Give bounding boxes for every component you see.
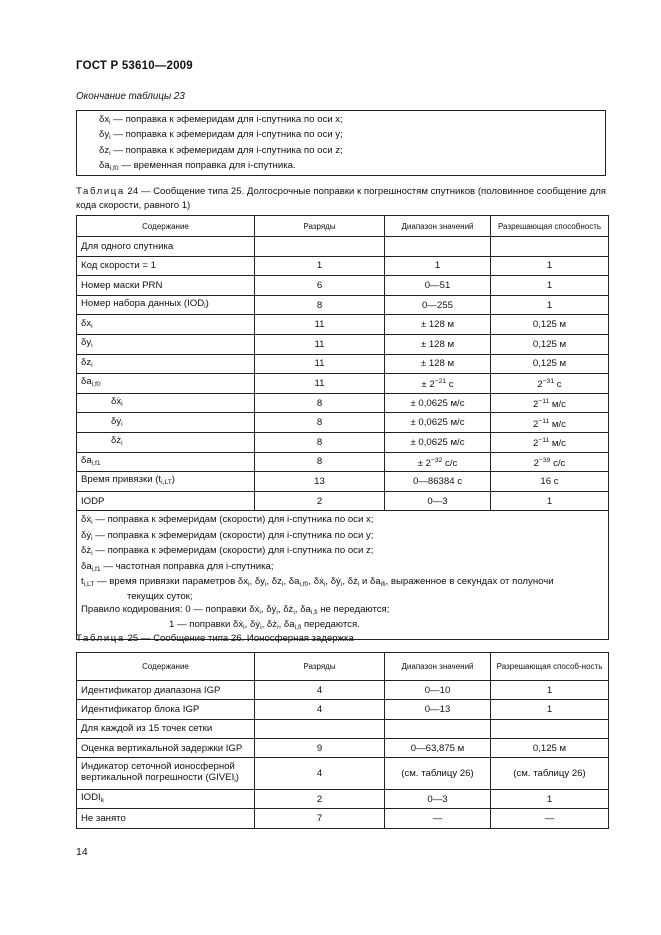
table24: [76, 215, 609, 640]
section-label: Для одного спутника: [77, 237, 255, 257]
note-line: $t_{i,LT}$ — время привязки параметров $\delta x_i$, $\delta y_i$, $\delta z_i$, $\delta a_{i,f0}$, δẋ$_i$, δẏ$_i$, $\delta ż_i$ и $\delta a_{ifi}$, выраженное в секундах от полуночи: [81, 575, 554, 588]
table25-caption: [76, 632, 608, 646]
cell-content: Идентификатор диапазона IGP: [77, 681, 255, 700]
cell-range: 0—3: [385, 790, 491, 809]
cell-content: Код скорости = 1: [77, 256, 255, 276]
cell-range: —: [385, 809, 491, 828]
cell-bits: 2: [255, 491, 385, 511]
table-row: [77, 738, 609, 757]
note-line: $\delta ż_i$ — поправка к эфемеридам (скорости) для i-спутника по оси z;: [81, 545, 374, 558]
cell-bits: 8: [255, 432, 385, 452]
note-line: δẋ$_i$ — поправка к эфемеридам (скорости) для i-спутника по оси x;: [81, 514, 374, 527]
caption-text: 25 — Сообщение типа 26. Ионосферная задержка: [127, 633, 354, 644]
note-line: текущих суток;: [127, 591, 193, 603]
cell-content: $\delta a_{i,f0}$: [77, 374, 255, 394]
cell-content: δẏ$_i$: [77, 413, 255, 433]
cell-content: Номер набора данных $(IOD_i)$: [77, 295, 255, 315]
cell-bits: 8: [255, 413, 385, 433]
cell-resolution: 1: [491, 681, 609, 700]
cell-resolution: $2^{-11}$ м/с: [491, 413, 609, 433]
column-header: Содержание: [77, 216, 255, 237]
column-header: Разрешающая способ-ность: [491, 653, 609, 681]
note-line: $\delta z_i$ — поправка к эфемеридам для i-спутника по оси z;: [99, 144, 343, 157]
cell-range: (см. таблицу 26): [385, 758, 491, 790]
cell-range: ± 128 м: [385, 354, 491, 374]
cell-content: $\delta a_{i,f1}$: [77, 452, 255, 472]
cell-content: Не занято: [77, 809, 255, 828]
cell-content: Время привязки $(t_{i,LT})$: [77, 472, 255, 492]
notes-row: [77, 511, 609, 639]
cell-bits: 8: [255, 393, 385, 413]
cell-bits: 4: [255, 758, 385, 790]
cell-bits: 8: [255, 452, 385, 472]
table-row: [77, 413, 609, 433]
column-header: Содержание: [77, 653, 255, 681]
note-line: Правило кодирования: 0 — поправки δẋ$_i$, δẏ$_i$, $\delta ż_i$, $\delta a_{i,fi}$ не передаются;: [81, 603, 390, 616]
table-row: [77, 758, 609, 790]
cell-range: ± $2^{-21}$ с: [385, 374, 491, 394]
cell-bits: 4: [255, 681, 385, 700]
cell-bits: 11: [255, 354, 385, 374]
cell-content: Оценка вертикальной задержки IGP: [77, 738, 255, 757]
standard-header: ГОСТ Р 53610—2009: [76, 60, 193, 72]
cell-resolution: 1: [491, 295, 609, 315]
table23-notes: [76, 110, 606, 176]
section-label: Для каждой из 15 точек сетки: [77, 719, 255, 738]
cell-resolution: 1: [491, 700, 609, 719]
note-line: $\delta a_{i,f1}$ — частотная поправка для i-спутника;: [81, 560, 274, 573]
caption-label: Таблица: [76, 186, 125, 197]
cell-bits: 13: [255, 472, 385, 492]
section-row: [77, 719, 609, 738]
table-row: [77, 393, 609, 413]
note-line: 1 — поправки δẋ$_i$, δẏ$_i$, $\delta ż_i$, $\delta a_{i,fi}$ передаются.: [169, 619, 360, 632]
table-row: [77, 374, 609, 394]
table-row: [77, 315, 609, 335]
cell-resolution: 1: [491, 491, 609, 511]
cell-bits: 6: [255, 276, 385, 296]
cell-resolution: 1: [491, 276, 609, 296]
cell-bits: 4: [255, 700, 385, 719]
cell-resolution: —: [491, 809, 609, 828]
continuation-label: Окончание таблицы 23: [76, 91, 185, 102]
cell-resolution: 16 с: [491, 472, 609, 492]
note-line: $\delta a_{i,f0}$ — временная поправка для i-спутника.: [99, 160, 296, 173]
cell-range: ± $2^{-32}$ с/с: [385, 452, 491, 472]
cell-bits: 9: [255, 738, 385, 757]
cell-resolution: (см. таблицу 26): [491, 758, 609, 790]
cell-bits: 2: [255, 790, 385, 809]
cell-resolution: 1: [491, 790, 609, 809]
cell-content: δẋ$_i$: [77, 393, 255, 413]
table-row: [77, 790, 609, 809]
table24-caption: [76, 185, 608, 213]
column-header: Разряды: [255, 216, 385, 237]
table-row: [77, 472, 609, 492]
cell-range: ± 0,0625 м/с: [385, 393, 491, 413]
cell-range: 0—255: [385, 295, 491, 315]
table24-notes: [77, 511, 609, 639]
cell-range: ± 0,0625 м/с: [385, 432, 491, 452]
page-number: 14: [76, 846, 88, 858]
cell-content: Идентификатор блока IGP: [77, 700, 255, 719]
table-header-row: [77, 653, 609, 681]
column-header: Диапазон значений: [385, 653, 491, 681]
cell-content: Индикатор сеточной ионосферной вертикальной погрешности $(GIVEI_i)$: [77, 758, 255, 790]
cell-resolution: $2^{-31}$ с: [491, 374, 609, 394]
cell-resolution: 1: [491, 256, 609, 276]
caption-label: Таблица: [76, 633, 125, 644]
note-line: δẏ$_i$ — поправка к эфемеридам (скорости) для i-спутника по оси y;: [81, 529, 374, 542]
note-line: $\delta y_i$ — поправка к эфемеридам для i-спутника по оси y;: [99, 129, 343, 142]
cell-content: $\delta y_i$: [77, 334, 255, 354]
cell-bits: 8: [255, 295, 385, 315]
table-row: [77, 354, 609, 374]
table-header-row: [77, 216, 609, 237]
cell-resolution: $2^{-11}$ м/с: [491, 393, 609, 413]
note-line: $\delta x_i$ — поправка к эфемеридам для i-спутника по оси x;: [99, 114, 343, 126]
column-header: Диапазон значений: [385, 216, 491, 237]
cell-range: 0—63,875 м: [385, 738, 491, 757]
table25: [76, 652, 609, 829]
cell-range: ± 0,0625 м/с: [385, 413, 491, 433]
cell-content: IODP: [77, 491, 255, 511]
cell-bits: 1: [255, 256, 385, 276]
table-row: [77, 295, 609, 315]
cell-resolution: 0,125 м: [491, 354, 609, 374]
table-row: [77, 700, 609, 719]
table-row: [77, 681, 609, 700]
cell-resolution: $2^{-39}$ с/с: [491, 452, 609, 472]
table-row: [77, 809, 609, 828]
cell-bits: 11: [255, 334, 385, 354]
cell-range: 0—86384 с: [385, 472, 491, 492]
cell-range: 0—13: [385, 700, 491, 719]
cell-content: $IODI_k$: [77, 790, 255, 809]
cell-content: $\delta x_i$: [77, 315, 255, 335]
cell-range: 0—51: [385, 276, 491, 296]
cell-range: ± 128 м: [385, 334, 491, 354]
cell-resolution: 0,125 м: [491, 738, 609, 757]
table-row: [77, 432, 609, 452]
table-row: [77, 276, 609, 296]
table-row: [77, 334, 609, 354]
cell-content: $\delta ż_i$: [77, 432, 255, 452]
cell-range: 1: [385, 256, 491, 276]
cell-range: ± 128 м: [385, 315, 491, 335]
caption-text: 24 — Сообщение типа 25. Долгосрочные поправки к погрешностям спутников (половинное сообщение для кода скорости, равного 1): [76, 186, 607, 211]
table-row: [77, 452, 609, 472]
cell-bits: 11: [255, 315, 385, 335]
table-row: [77, 491, 609, 511]
column-header: Разряды: [255, 653, 385, 681]
column-header: Разрешающая способность: [491, 216, 609, 237]
cell-resolution: $2^{-11}$ м/с: [491, 432, 609, 452]
cell-content: Номер маски PRN: [77, 276, 255, 296]
cell-resolution: 0,125 м: [491, 315, 609, 335]
cell-bits: 7: [255, 809, 385, 828]
cell-content: $\delta z_i$: [77, 354, 255, 374]
cell-resolution: 0,125 м: [491, 334, 609, 354]
cell-range: 0—10: [385, 681, 491, 700]
cell-bits: 11: [255, 374, 385, 394]
cell-range: 0—3: [385, 491, 491, 511]
section-row: [77, 237, 609, 257]
table-row: [77, 256, 609, 276]
